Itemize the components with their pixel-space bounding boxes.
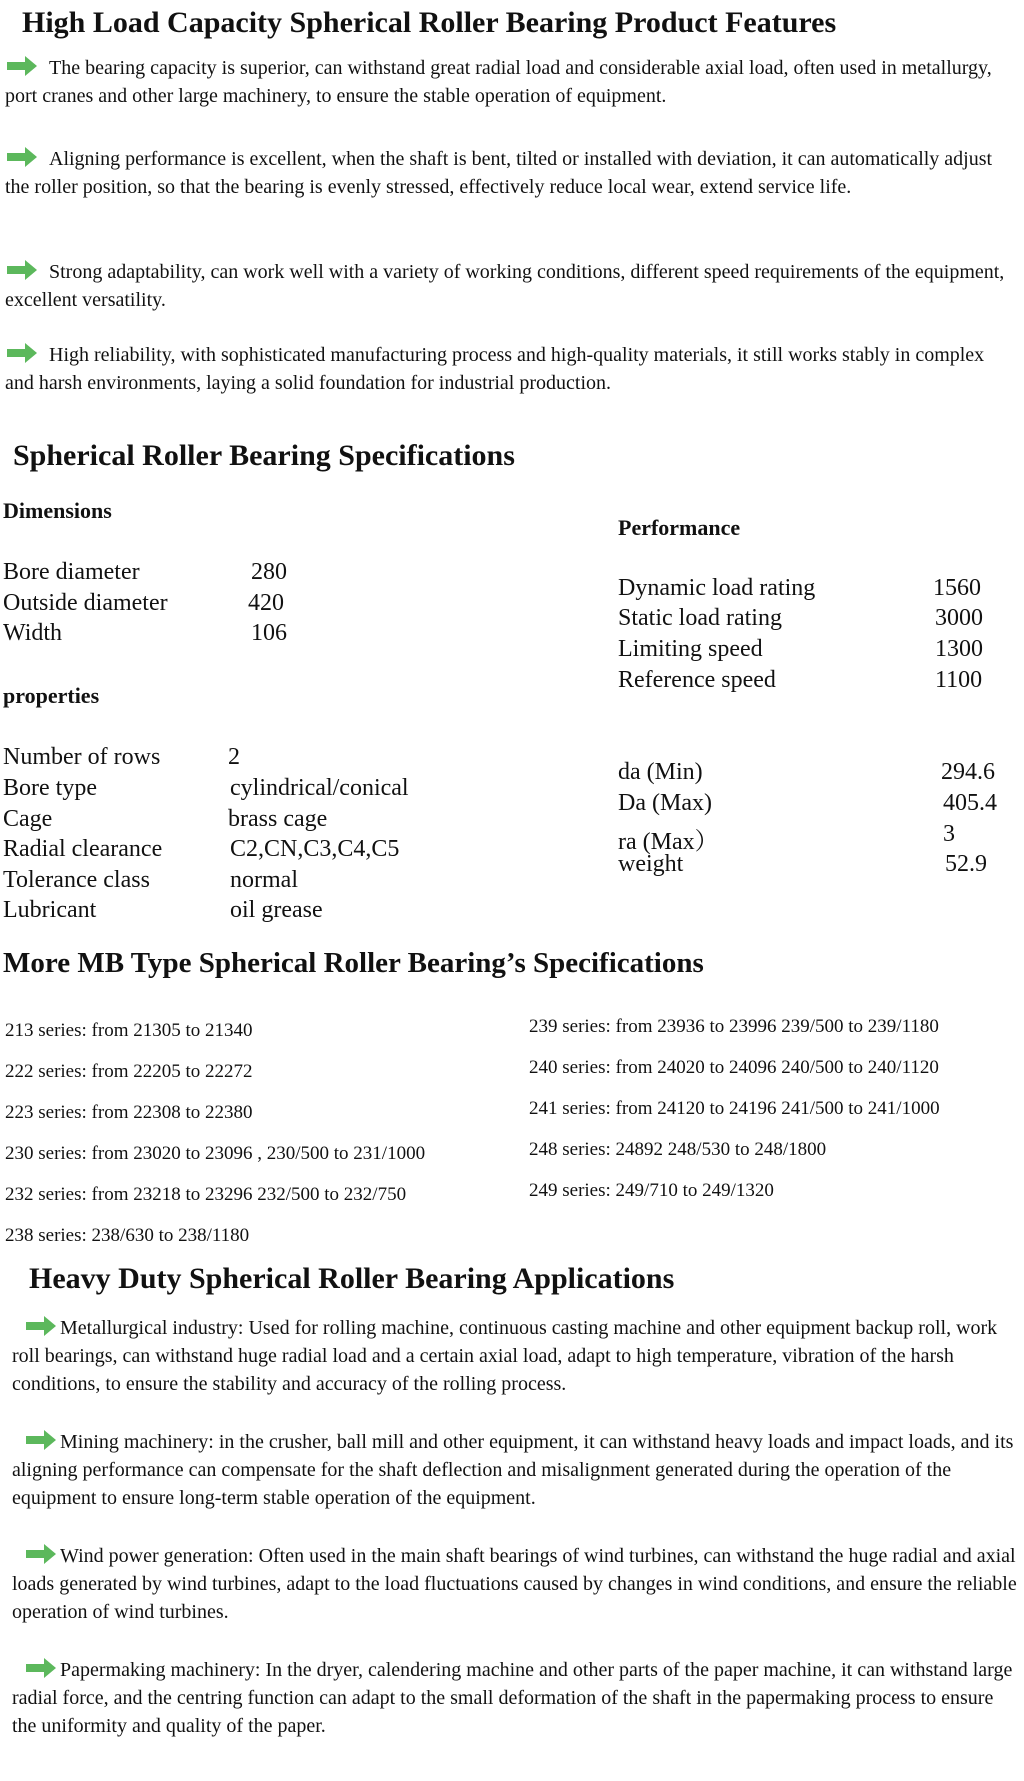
green-arrow-icon	[24, 1657, 58, 1679]
feature-text: Strong adaptability, can work well with a variety of working conditions, different speed requirements of the equipment, excellent versatility.	[5, 261, 1005, 311]
properties-heading: properties	[3, 683, 100, 708]
green-arrow-icon	[24, 1429, 58, 1451]
green-arrow-icon	[24, 1543, 58, 1565]
feature-item-3	[5, 258, 1015, 314]
feature-item-4	[5, 341, 1015, 397]
spec-value: C2,CN,C3,C4,C5	[230, 836, 400, 862]
feature-item-1	[5, 54, 1015, 110]
application-item-1	[12, 1314, 1017, 1398]
spec-label: Outside diameter	[3, 590, 168, 616]
spec-value: 420	[248, 590, 284, 616]
green-arrow-icon	[5, 55, 39, 77]
application-item-3	[12, 1542, 1017, 1626]
feature-text: High reliability, with sophisticated manufacturing process and high-quality materials, it still works stably in complex and harsh environments, laying a solid foundation for industrial production.	[5, 344, 985, 394]
spec-label: Lubricant	[3, 897, 97, 923]
performance-heading: Performance	[618, 515, 741, 540]
series-item: 239 series: from 23936 to 23996 239/500 to 239/1180	[529, 1016, 939, 1037]
spec-label: Reference speed	[618, 667, 776, 693]
spec-value: 2	[228, 744, 240, 770]
application-text: Mining machinery: in the crusher, ball mill and other equipment, it can withstand heavy loads and impact loads, and its aligning performance can compensate for the shaft deflection and misalignment generated during the operation of the equipment to ensure long-term stable operation of the equipment.	[12, 1431, 1014, 1509]
spec-label: Bore diameter	[3, 559, 140, 585]
application-item-4	[12, 1656, 1017, 1740]
spec-value: 1560	[933, 575, 981, 601]
spec-label: Da (Max)	[618, 790, 712, 816]
spec-value: 405.4	[943, 790, 997, 816]
spec-label: Bore type	[3, 775, 97, 801]
feature-text: Aligning performance is excellent, when the shaft is bent, tilted or installed with deviation, it can automatically adjust the roller position, so that the bearing is evenly stressed, effectively reduce local wear, extend service life.	[5, 148, 993, 198]
green-arrow-icon	[5, 259, 39, 281]
dimensions-heading: Dimensions	[3, 498, 112, 523]
spec-value: 52.9	[945, 851, 987, 877]
series-item: 213 series: from 21305 to 21340	[5, 1020, 253, 1041]
spec-label: Dynamic load rating	[618, 575, 816, 601]
more-specs-title: More MB Type Spherical Roller Bearing’s Specifications	[3, 947, 704, 979]
series-item: 240 series: from 24020 to 24096 240/500 to 240/1120	[529, 1057, 939, 1078]
spec-label: ra (Max）	[618, 829, 719, 855]
features-title: High Load Capacity Spherical Roller Bearing Product Features	[22, 6, 837, 39]
spec-value: 106	[251, 620, 287, 646]
series-item: 249 series: 249/710 to 249/1320	[529, 1180, 774, 1201]
spec-label: da (Min)	[618, 759, 703, 785]
application-text: Papermaking machinery: In the dryer, calendering machine and other parts of the paper machine, it can withstand large radial force, and the centring function can adapt to the small deformation of the shaft in the papermaking process to ensure the uniformity and quality of the paper.	[12, 1659, 1013, 1737]
green-arrow-icon	[24, 1315, 58, 1337]
application-text: Wind power generation: Often used in the main shaft bearings of wind turbines, can withstand the huge radial and axial loads generated by wind turbines, adapt to the load fluctuations caused by changes in wind conditions, and ensure the reliable operation of wind turbines.	[12, 1545, 1017, 1623]
spec-value: 1100	[935, 667, 983, 693]
spec-value: cylindrical/conical	[230, 775, 409, 801]
series-item: 238 series: 238/630 to 238/1180	[5, 1225, 250, 1246]
spec-label: Radial clearance	[3, 836, 163, 862]
series-item: 223 series: from 22308 to 22380	[5, 1102, 253, 1123]
green-arrow-icon	[5, 342, 39, 364]
spec-label: Width	[3, 620, 63, 646]
spec-label: Number of rows	[3, 744, 161, 770]
spec-value: 3	[943, 821, 955, 847]
spec-value: 3000	[935, 605, 983, 631]
spec-label: Static load rating	[618, 605, 782, 631]
series-item: 230 series: from 23020 to 23096 , 230/500 to 231/1000	[5, 1143, 426, 1164]
spec-label: Limiting speed	[618, 636, 763, 662]
spec-label: Tolerance class	[3, 867, 150, 893]
spec-value: 1300	[935, 636, 983, 662]
specs-title: Spherical Roller Bearing Specifications	[13, 439, 515, 472]
application-item-2	[12, 1428, 1017, 1512]
series-item: 248 series: 24892 248/530 to 248/1800	[529, 1139, 827, 1160]
application-text: Metallurgical industry: Used for rolling machine, continuous casting machine and other equipment backup roll, work roll bearings, can withstand huge radial load and a certain axial load, adapt to high temperature, vibration of the harsh conditions, to ensure the stability and accuracy of the rolling process.	[12, 1317, 998, 1395]
spec-value: 280	[251, 559, 287, 585]
spec-label: weight	[618, 851, 684, 877]
applications-title: Heavy Duty Spherical Roller Bearing Applications	[29, 1262, 675, 1295]
spec-value: oil grease	[230, 897, 323, 923]
spec-value: brass cage	[228, 806, 328, 832]
series-item: 241 series: from 24120 to 24196 241/500 to 241/1000	[529, 1098, 940, 1119]
feature-text: The bearing capacity is superior, can withstand great radial load and considerable axial load, often used in metallurgy, port cranes and other large machinery, to ensure the stable operation of equipment.	[5, 57, 992, 107]
spec-value: normal	[230, 867, 298, 893]
series-item: 222 series: from 22205 to 22272	[5, 1061, 253, 1082]
series-item: 232 series: from 23218 to 23296 232/500 to 232/750	[5, 1184, 407, 1205]
spec-label: Cage	[3, 806, 53, 832]
green-arrow-icon	[5, 146, 39, 168]
spec-value: 294.6	[941, 759, 995, 785]
feature-item-2	[5, 145, 1015, 201]
